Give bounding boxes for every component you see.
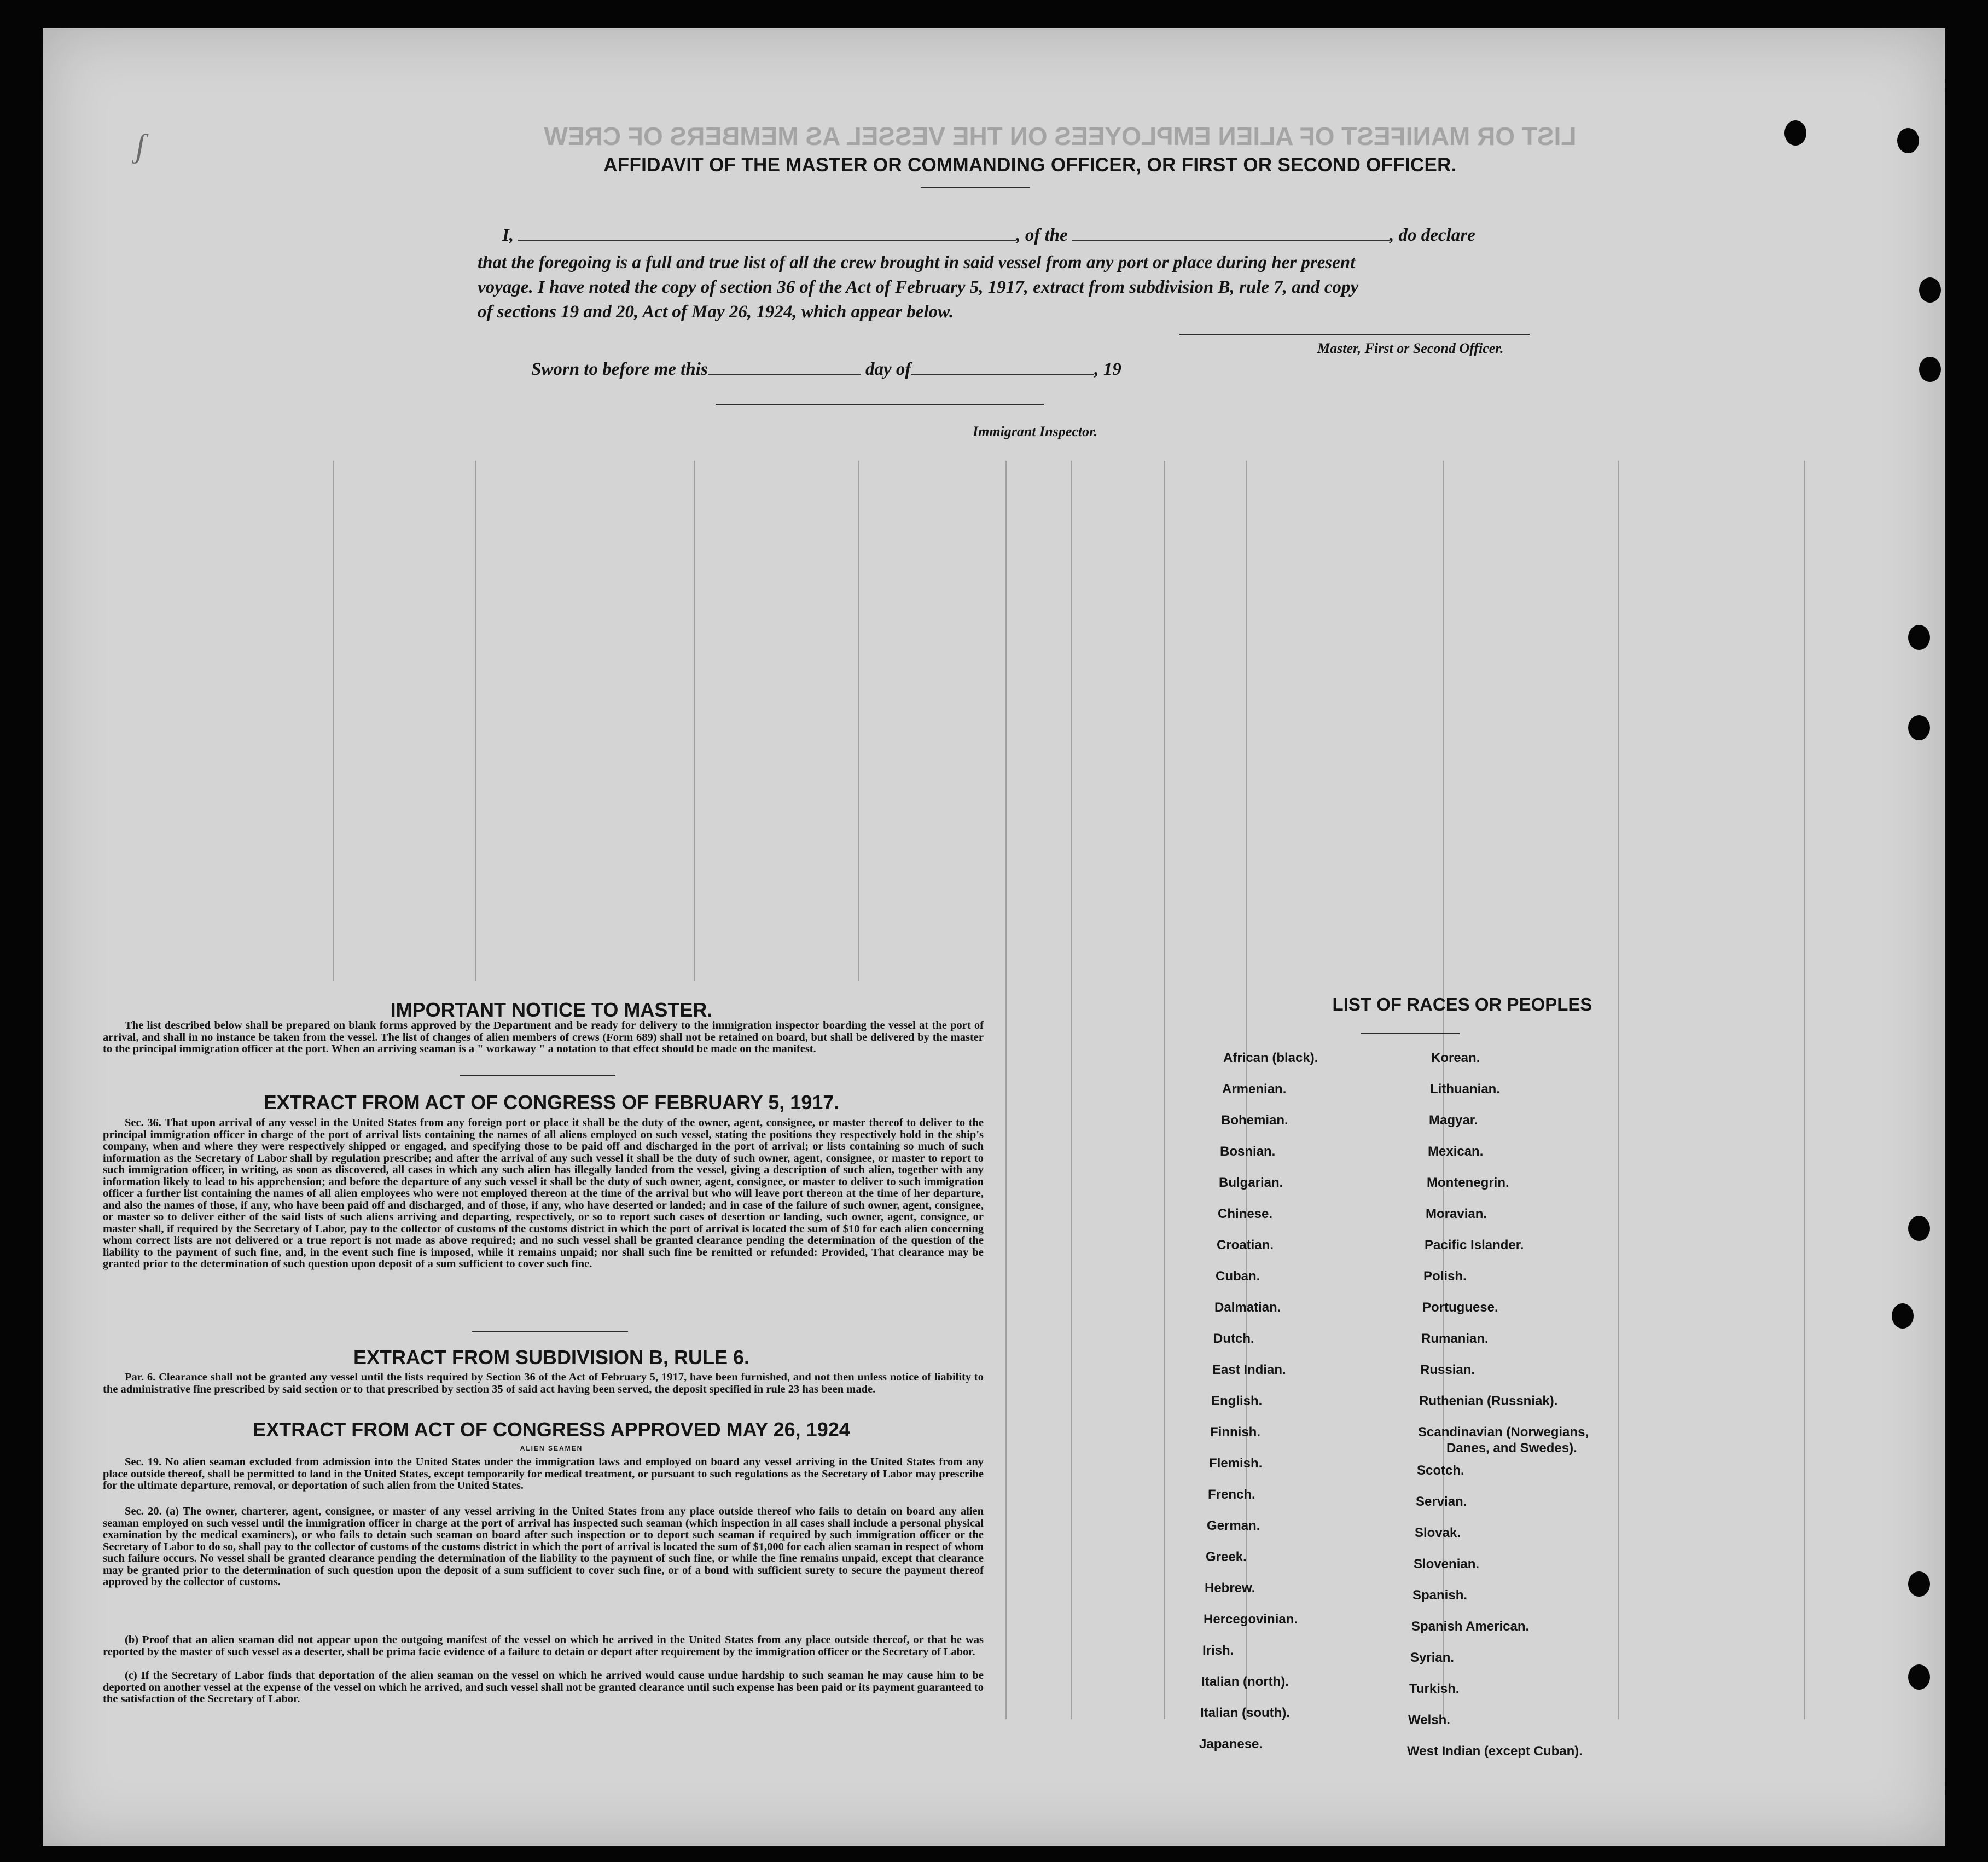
declarant-name-blank[interactable] [518,225,1016,241]
race-item: Spanish American. [1411,1619,1530,1634]
race-item: Bohemian. [1221,1113,1288,1128]
race-item: Danes, and Swedes). [1446,1441,1577,1455]
race-item: Korean. [1431,1051,1480,1065]
binder-hole [1908,1216,1930,1241]
race-item: Pacific Islander. [1425,1238,1524,1252]
sworn-month-blank[interactable] [911,359,1094,375]
race-item: Flemish. [1209,1456,1263,1471]
race-item: Montenegrin. [1427,1175,1509,1190]
races-title: LIST OF RACES OR PEOPLES [1332,994,1592,1014]
extract-rule6-text: Par. 6. Clearance shall not be granted any vessel until the lists required by Section 36 of the Act of February 5, 1917, have been furnished, and not then unless notice of liability to the administrative fine prescribed by said section or to that prescribed by section 35 of said act having been served, the deposit specified in rule 23 has been made. [103,1371,984,1395]
race-item: German. [1207,1518,1260,1533]
extract-1924-title: EXTRACT FROM ACT OF CONGRESS APPROVED MAY 26, 1924 [253,1418,850,1441]
sworn-date-blank[interactable] [708,359,861,375]
affidavit-declaration-line [502,225,1475,246]
extract-1924-subtitle: ALIEN SEAMEN [520,1445,583,1452]
binder-hole [1908,625,1930,650]
extract-1924-sec20a: Sec. 20. (a) The owner, charterer, agent, consignee, or master of any vessel arriving in the United States from any place outside thereof who fails to detain on board any alien seaman employed on such vessel until the immigration officer in charge at the port of arrival has inspected such seaman (which inspection in all cases shall include a personal physical examination by the medical examiners), or who fails to detain such seaman on board after such inspection or to deport such seaman if required by such immigration officer or the Secretary of Labor to do so, shall pay to the collector of customs of the customs district in which the port of arrival is located the sum of $1,000 for each alien seaman in respect of whom such failure occurs. No vessel shall be granted clearance pending the determination of the liability to the payment of such fine, or while the fine remains unpaid, except that clearance may be granted prior to the determination of such question upon the deposit of a sum sufficient to cover such fine, or of a bond with sufficient surety to secure the payment thereof approved by the collector of customs. [103,1505,984,1588]
extract-rule6-title: EXTRACT FROM SUBDIVISION B, RULE 6. [353,1346,750,1368]
binder-hole [1919,357,1941,382]
race-item: Armenian. [1222,1082,1287,1097]
race-item: Italian (south). [1200,1706,1290,1720]
show-through-column-rule [475,461,476,981]
vessel-name-blank[interactable] [1072,225,1390,241]
race-item: Dalmatian. [1214,1300,1281,1315]
race-item: French. [1208,1487,1255,1502]
sworn-line [531,359,1121,380]
binder-hole [1784,120,1806,146]
margin-pencil-mark: ʃ [136,127,146,164]
race-item: Lithuanian. [1430,1082,1500,1097]
race-item: Croatian. [1217,1238,1274,1252]
notice-title: IMPORTANT NOTICE TO MASTER. [390,999,713,1021]
extract-1917-title: EXTRACT FROM ACT OF CONGRESS OF FEBRUARY 5, 1917. [263,1091,840,1113]
race-item: Slovak. [1415,1525,1461,1540]
section-divider [460,1075,615,1076]
race-item: Dutch. [1213,1331,1254,1346]
document-page [43,28,1945,1846]
extract-1924-sec20c: (c) If the Secretary of Labor finds that deportation of the alien seaman on the vessel on which he arrived would cause undue hardship to such seaman he may cause him to be deported on another vessel at the expense of the vessel on which he arrived, and such vessel shall not be granted clearance until such expense has been paid or its payment guaranteed to the satisfaction of the Secretary of Labor. [103,1669,984,1705]
show-through-column-rule [333,461,334,981]
race-item: African (black). [1223,1051,1318,1065]
race-item: Portuguese. [1422,1300,1498,1315]
race-item: Hebrew. [1205,1581,1255,1596]
section-divider [472,1331,628,1332]
race-item: Russian. [1420,1362,1475,1377]
show-through-column-rule [1618,461,1619,1719]
show-through-column-rule [694,461,695,981]
race-item: Spanish. [1412,1588,1468,1603]
binder-hole [1908,715,1930,740]
affidavit-body-line: that the foregoing is a full and true list of all the crew brought in said vessel from any port or place during her present [478,253,1356,272]
race-item: Servian. [1416,1494,1467,1509]
show-through-column-rule [1164,461,1165,1719]
race-item: Magyar. [1429,1113,1478,1128]
race-item: East Indian. [1212,1362,1286,1377]
binder-hole [1908,1571,1930,1597]
declarant-prefix: I, [502,225,514,245]
race-item: Bosnian. [1220,1144,1276,1159]
race-item: Moravian. [1426,1206,1487,1221]
extract-1924-sec19: Sec. 19. No alien seaman excluded from admission into the United States under the immigration laws and employed on board any vessel arriving in the United States from any place outside thereof, shall be permitted to land in the United States, except temporarily for medical treatment, or pursuant to such regulations as the Secretary of Labor may prescribe for the ultimate departure, removal, or deportation of such alien from the United States. [103,1456,984,1492]
race-item: Scandinavian (Norwegians, [1418,1425,1589,1440]
notice-text: The list described below shall be prepared on blank forms approved by the Department and be ready for delivery to the immigration inspector boarding the vessel at the port of arrival, and shall in no instance be taken from the vessel. The list of changes of alien members of crews (Form 689) shall not be retained on board, but shall be delivered by the master to the principal immigration officer at the port. When an arriving seaman is a " workaway " a notation to that effect should be made on the manifest. [103,1019,984,1055]
race-item: Finnish. [1210,1425,1260,1440]
affidavit-body-line: voyage. I have noted the copy of section 36 of the Act of February 5, 1917, extract from subdivision B, rule 7, and copy [478,277,1359,297]
race-item: Mexican. [1428,1144,1484,1159]
show-through-title: LIST OR MANIFEST OF ALIEN EMPLOYEES ON THE VESSEL AS MEMBERS OF CREW [544,122,1577,150]
extract-1917-text: Sec. 36. That upon arrival of any vessel in the United States from any foreign port or place it shall be the duty of the owner, agent, consignee, or master thereof to deliver to the principal immigration officer in charge of the port of arrival lists containing the names of all aliens employed on such vessel, stating the positions they respectively hold in the ship's company, when and where they were respectively shipped or engaged, and specifying those to be paid off and discharged in the port of arrival; or lists containing so much of such information as the Secretary of Labor shall by regulation prescribe; and after the arrival of any such vessel it shall be the duty of such owner, agent, consignee, or master to report to such immigration officer, in writing, as soon as discovered, all cases in which any such alien has illegally landed from the vessel, giving a description of such alien, together with any information likely to lead to his apprehension; and before the departure of any such vessel it shall be the duty of such owner, agent, consignee, or master to deliver to such immigration officer a further list containing the names of all alien employees who were not employed thereon at the time of the arrival but who will leave port thereon at the time of her departure, and also the names of those, if any, who have been paid off and discharged, and of those, if any, who have deserted or landed; and in case of the failure of such owner, agent, consignee, or master so to deliver either of the said lists of such aliens arriving and departing, respectively, or so to report such cases of desertion or landing, such owner, agent, consignee, or master shall, if required by the Secretary of Labor, pay to the collector of customs of the customs district in which the port of arrival is located the sum of $10 for each alien concerning whom correct lists are not delivered or a true report is not made as above required; and no such vessel shall be granted clearance pending the determination of the question of the liability to the payment of such fine, and, in the event such fine is imposed, while it remains unpaid; nor shall such fine be remitted or refunded: Provided, That clearance may be granted prior to the determination of such question upon deposit of a sum sufficient to cover such fine. [103,1117,984,1270]
race-item: Chinese. [1218,1206,1273,1221]
title-divider [921,187,1030,188]
race-item: Cuban. [1216,1269,1260,1284]
day-of-label: day of [865,359,911,379]
race-item: Welsh. [1408,1713,1450,1727]
race-item: Japanese. [1199,1737,1263,1751]
race-item: Italian (north). [1201,1674,1289,1689]
declare-label: , do declare [1390,225,1475,245]
race-item: Turkish. [1409,1681,1460,1696]
race-item: Hercegovinian. [1204,1612,1298,1627]
race-item: Ruthenian (Russniak). [1419,1394,1558,1408]
races-divider [1361,1033,1460,1034]
binder-hole [1897,128,1919,153]
race-item: Syrian. [1410,1650,1455,1665]
sworn-year-label: , 19 [1094,359,1121,379]
extract-1924-sec20b: (b) Proof that an alien seaman did not appear upon the outgoing manifest of the vessel on which he arrived in the United States from any place outside thereof, or that he was reported by the master of such vessel as a deserter, shall be prima facie evidence of a failure to detain or deport after requirement by the immigration officer or the Secretary of Labor. [103,1634,984,1658]
show-through-column-rule [1804,461,1805,1719]
race-item: Scotch. [1417,1463,1464,1478]
master-signature-label: Master, First or Second Officer. [1317,340,1504,356]
of-the-label: , of the [1016,225,1068,245]
show-through-column-rule [1071,461,1072,1719]
inspector-signature-label: Immigrant Inspector. [973,424,1098,439]
race-item: West Indian (except Cuban). [1407,1744,1583,1759]
race-item: Irish. [1202,1643,1234,1658]
affidavit-title: AFFIDAVIT OF THE MASTER OR COMMANDING OFFICER, OR FIRST OR SECOND OFFICER. [603,154,1457,176]
race-item: English. [1211,1394,1263,1408]
race-item: Greek. [1206,1550,1247,1564]
race-item: Slovenian. [1414,1557,1480,1571]
race-item: Rumanian. [1421,1331,1489,1346]
affidavit-body-line: of sections 19 and 20, Act of May 26, 1924, which appear below. [478,302,954,322]
master-signature-line[interactable] [1179,334,1530,335]
binder-hole [1908,1664,1930,1690]
show-through-column-rule [858,461,859,981]
race-item: Polish. [1423,1269,1467,1284]
sworn-prefix: Sworn to before me this [531,359,708,379]
inspector-signature-line[interactable] [716,404,1044,405]
race-item: Bulgarian. [1219,1175,1283,1190]
show-through-column-rule [1005,461,1007,1719]
binder-hole [1892,1303,1914,1329]
binder-hole [1919,277,1941,303]
